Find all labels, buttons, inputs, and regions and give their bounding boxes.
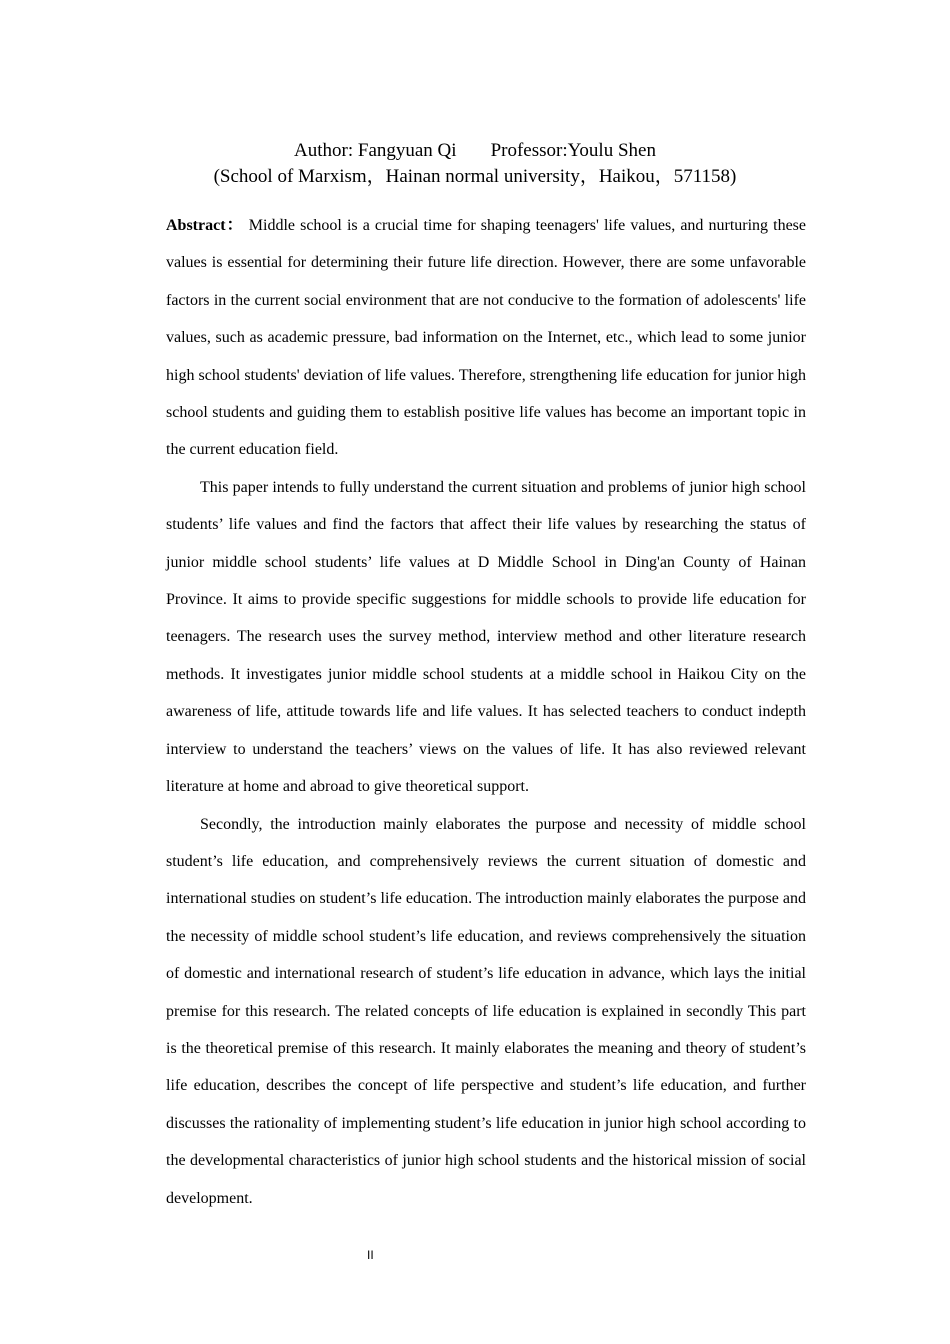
author-name: Author: Fangyuan Qi <box>294 140 457 161</box>
abstract-body <box>166 207 806 1217</box>
abstract-paragraph-1 <box>166 207 806 469</box>
professor-name: Professor:Youlu Shen <box>490 140 656 161</box>
abstract-label: Abstract： <box>166 217 244 234</box>
abstract-paragraph-1-text: Middle school is a crucial time for shaping teenagers' life values, and nurturing these values is essential for determining their future life direction. However, there are some unfavorable factors in the current social environment that are not conducive to the formation of adolescents' life values, such as academic pressure, bad information on the Internet, etc., which lead to some junior high school students' deviation of life values. Therefore, strengthening life education for junior high school students and guiding them to establish positive life values has become an important topic in the current education field. <box>166 217 807 459</box>
abstract-paragraph-2: This paper intends to fully understand the current situation and problems of junior high school students’ life values and find the factors that affect their life values by researching the status of junior middle school students’ life values at D Middle School in Ding'an County of Hainan Province. It aims to provide specific suggestions for middle schools to provide life education for teenagers. The research uses the survey method, interview method and other literature research methods. It investigates junior middle school students at a middle school in Haikou City on the awareness of life, attitude towards life and life values. It has selected teachers to conduct indepth interview to understand the teachers’ views on the values of life. It has also reviewed relevant literature at home and abroad to give theoretical support. <box>166 478 806 796</box>
page-number: II <box>367 1248 374 1262</box>
affiliation-line: (School of Marxism，Hainan normal university，Haikou，571158) <box>213 166 737 187</box>
abstract-paragraph-3: Secondly, the introduction mainly elaborates the purpose and necessity of middle school student’s life education, and comprehensively reviews the current situation of domestic and international studies on student’s life education. The introduction mainly elaborates the purpose and the necessity of middle school student’s life education, and reviews comprehensively the situation of domestic and international research of student’s life education in advance, which lays the initial premise for this research. The related concepts of life education is explained in secondly This part is the theoretical premise of this research. It mainly elaborates the meaning and theory of student’s life education, describes the concept of life perspective and student’s life education, and further discusses the rationality of implementing student’s life education in junior high school according to the developmental characteristics of junior high school students and the historical mission of social development. <box>166 815 806 1207</box>
author-line <box>0 138 950 164</box>
